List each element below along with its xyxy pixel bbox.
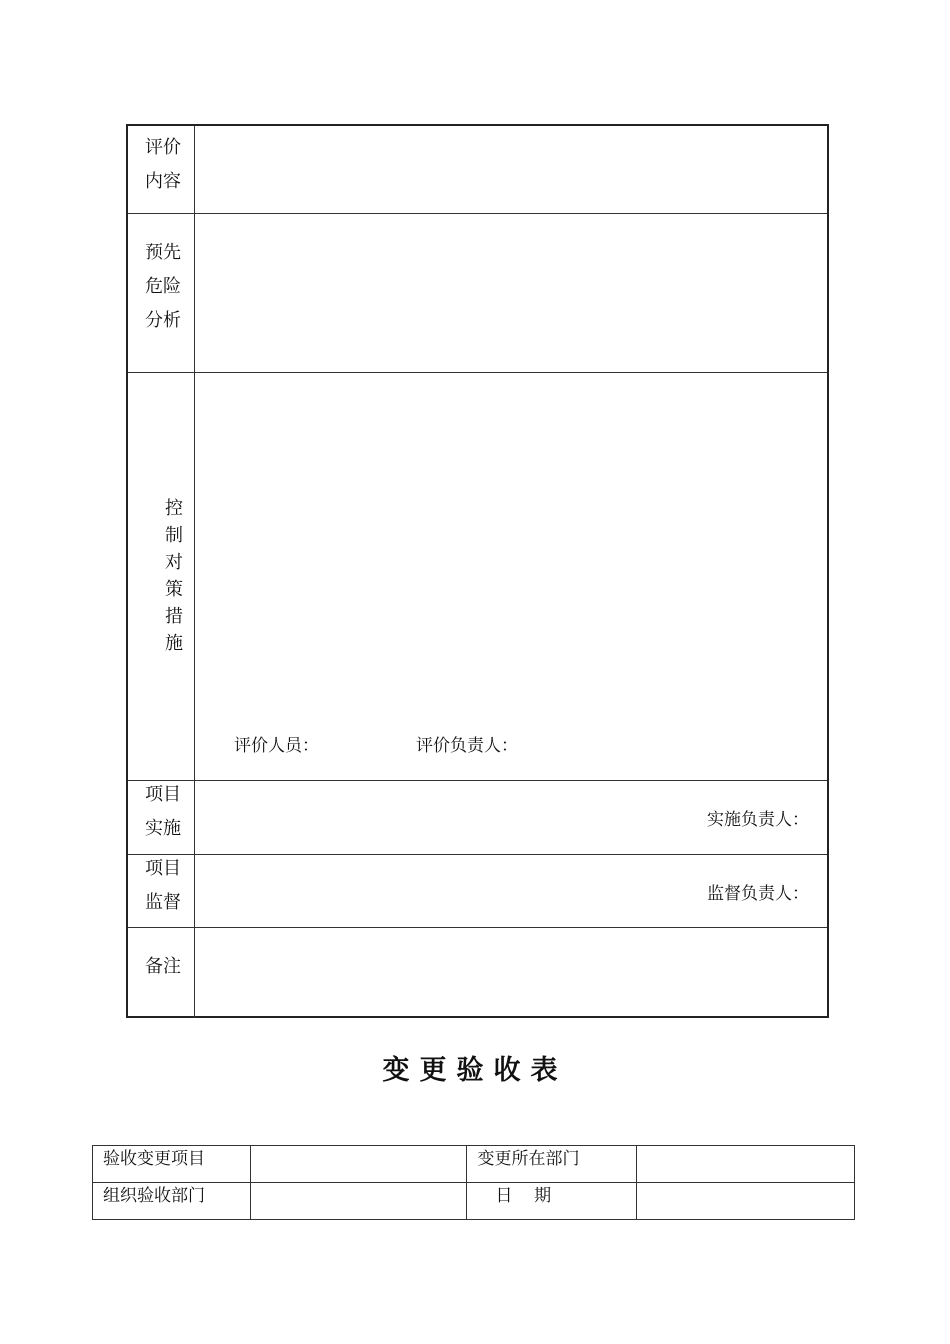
row-project-implementation <box>128 781 827 855</box>
hazard-evaluation-form <box>126 124 829 1018</box>
label-remarks <box>128 928 195 1018</box>
page-title: 变更验收表 <box>382 1055 568 1086</box>
label-organizing-department: 组织验收部门 <box>93 1183 251 1220</box>
label-char: 策 <box>165 579 183 600</box>
field-organizing-department[interactable] <box>250 1183 467 1220</box>
field-date[interactable] <box>637 1183 855 1220</box>
acceptance-table <box>92 1145 855 1220</box>
label-line: 备注 <box>145 956 181 977</box>
table-row <box>93 1183 855 1220</box>
label-line: 项目 <box>145 784 181 805</box>
implementation-lead-signature-label: 实施负责人： <box>707 810 809 830</box>
supervision-lead-signature-label: 监督负责人： <box>707 884 809 904</box>
label-char: 控 <box>165 498 183 519</box>
label-control-measures <box>128 373 195 780</box>
label-date: 日 期 <box>467 1183 637 1220</box>
evaluator-signature-label: 评价人员： <box>234 736 319 756</box>
label-line: 监督 <box>145 892 181 913</box>
label-line: 预先 <box>145 242 181 263</box>
evaluation-lead-signature-label: 评价负责人： <box>416 736 518 756</box>
row-control-measures <box>128 373 827 781</box>
label-line: 评价 <box>145 137 181 158</box>
row-remarks <box>128 928 827 1018</box>
label-hazard-analysis <box>128 214 195 372</box>
label-char: 施 <box>165 633 183 654</box>
label-line: 内容 <box>145 171 181 192</box>
label-char: 对 <box>165 552 183 573</box>
label-line: 项目 <box>145 858 181 879</box>
label-line: 分析 <box>145 310 181 331</box>
row-project-supervision <box>128 855 827 928</box>
label-char: 制 <box>165 525 183 546</box>
label-project-implementation <box>128 781 195 854</box>
field-accepted-change-item[interactable] <box>250 1146 467 1183</box>
field-change-department[interactable] <box>637 1146 855 1183</box>
row-evaluation-content <box>128 126 827 214</box>
label-accepted-change-item: 验收变更项目 <box>93 1146 251 1183</box>
label-evaluation-content <box>128 126 195 213</box>
label-line: 实施 <box>145 818 181 839</box>
table-row <box>93 1146 855 1183</box>
label-line: 危险 <box>145 276 181 297</box>
row-hazard-analysis <box>128 214 827 373</box>
label-project-supervision <box>128 855 195 927</box>
label-char: 措 <box>165 606 183 627</box>
label-change-department: 变更所在部门 <box>467 1146 637 1183</box>
